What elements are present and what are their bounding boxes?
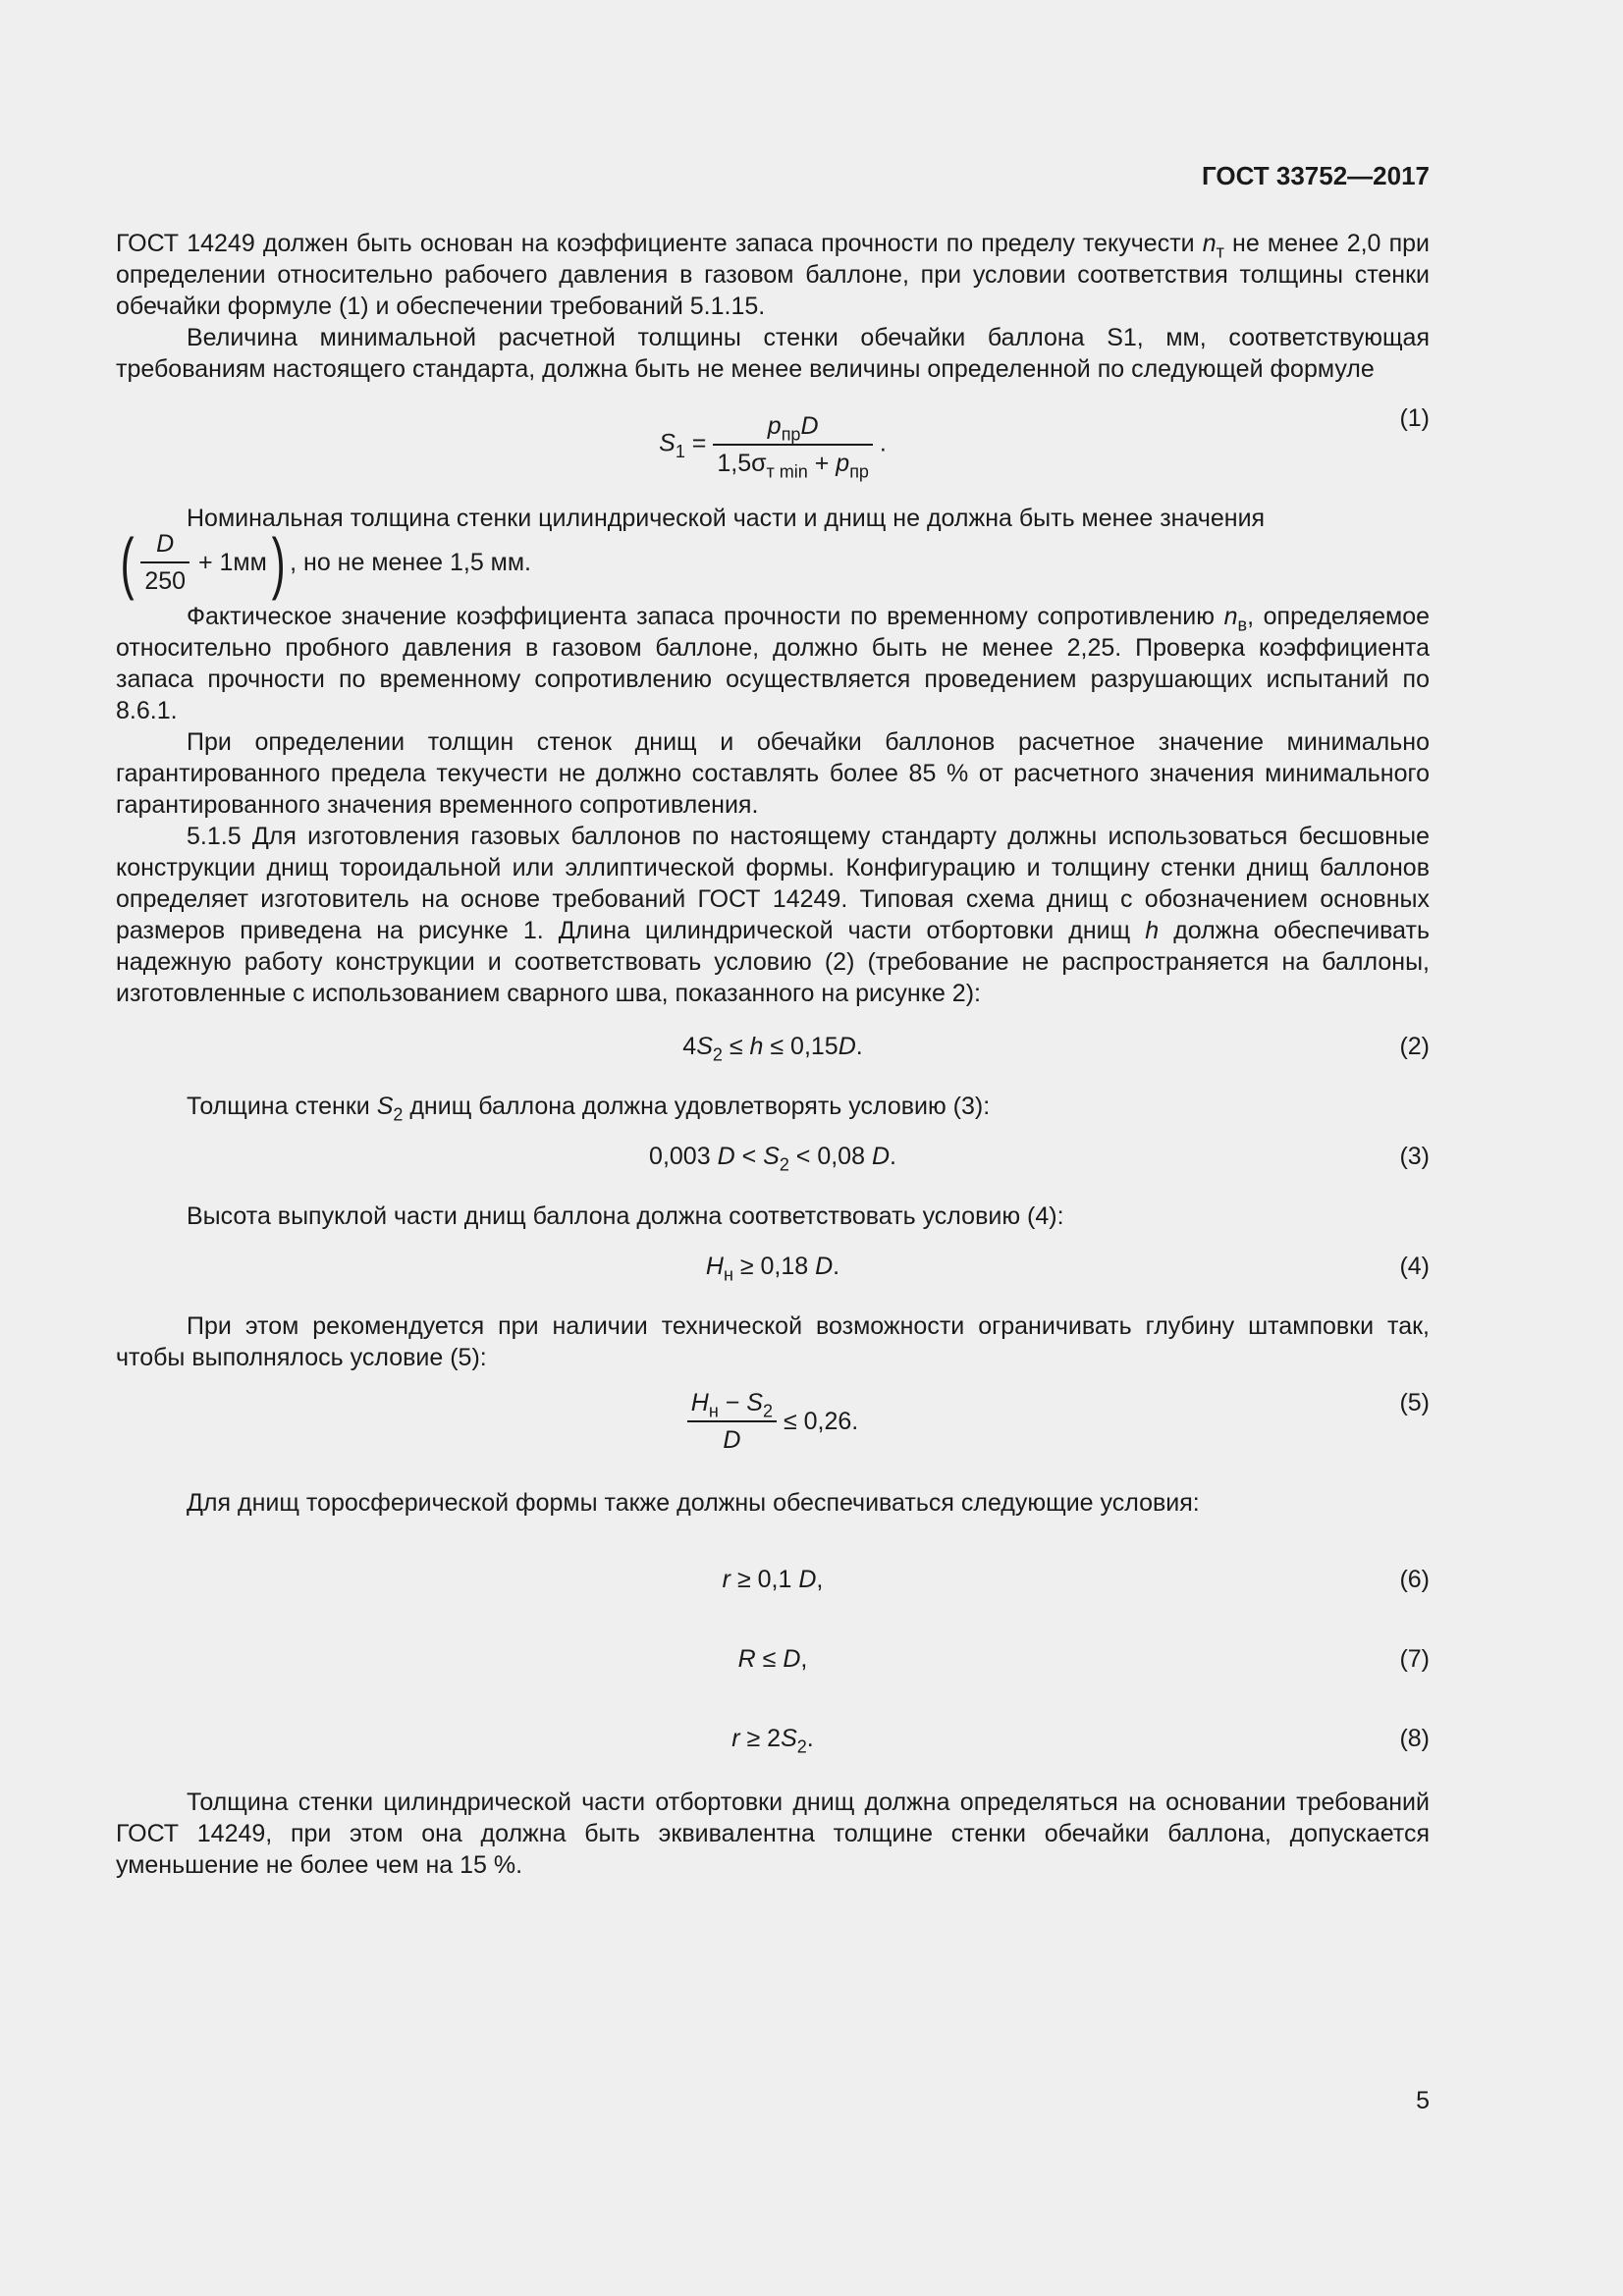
symbol: p <box>767 412 782 440</box>
symbol: S <box>659 429 676 457</box>
subscript: 2 <box>796 1736 807 1757</box>
operator: = <box>684 429 714 457</box>
formula-2-expr <box>682 1033 863 1065</box>
formula-6-expr <box>723 1566 824 1593</box>
formula-7-expr <box>738 1645 808 1673</box>
symbol: S <box>781 1725 797 1752</box>
formula-number: (2) <box>1399 1033 1430 1060</box>
fraction <box>687 1387 777 1456</box>
subscript: 1 <box>675 441 685 461</box>
operator: ≤ <box>722 1033 750 1060</box>
symbol: S <box>746 1389 763 1416</box>
text: ≥ 0,18 <box>732 1253 816 1280</box>
text: + 1мм <box>191 549 267 576</box>
text: днищ баллона должна удовлетворять условию (3): <box>403 1093 991 1120</box>
operator: < <box>734 1143 764 1170</box>
left-paren: ( <box>120 524 135 601</box>
formula-7 <box>116 1643 1430 1675</box>
formula-1-expr <box>659 410 887 482</box>
operator: − <box>718 1389 747 1416</box>
formula-number: (7) <box>1399 1645 1430 1673</box>
text: , <box>816 1566 824 1593</box>
text: . <box>855 1033 863 1060</box>
text: ≥ 0,1 <box>730 1566 799 1593</box>
text: ≥ 2 <box>739 1725 782 1752</box>
symbol: n <box>1202 230 1217 257</box>
text: Фактическое значение коэффициента запаса прочности по временному сопротивлению <box>187 603 1224 630</box>
symbol: D <box>800 412 819 440</box>
symbol: D <box>871 1143 890 1170</box>
paragraph-10: Для днищ торосферической формы также должны обеспечиваться следующие условия: <box>187 1489 1200 1517</box>
subscript: н <box>708 1401 719 1421</box>
formula-number: (4) <box>1399 1253 1430 1280</box>
denominator <box>687 1422 777 1456</box>
paragraph-11: Толщина стенки цилиндрической части отбортовки днищ должна определяться на основании требований ГОСТ 14249, при этом она должна быть эквивалентна толщине стенки обечайки баллона, допускается уменьшение не более чем на 15 %. <box>116 1789 1430 1879</box>
formula-1 <box>116 402 1430 481</box>
formula-3 <box>116 1141 1430 1175</box>
subscript: 2 <box>762 1401 773 1421</box>
text: 5.1.5 Для изготовления газовых баллонов по настоящему стандарту должны использоваться бесшовные конструкции днищ тороидальной или эллиптической формы. Конфигурацию и толщину стенки днищ баллонов определяет изготовитель на основе требований ГОСТ 14249. Типовая схема днищ с обозначением основных размеров приведена на рисунке 1. Длина цилиндрической части отбортовки днищ <box>116 823 1430 944</box>
formula-6 <box>116 1564 1430 1595</box>
subscript: н <box>723 1264 733 1285</box>
paragraph-5: При определении толщин стенок днищ и обечайки баллонов расчетное значение минимально гарантированного предела текучести не должно составлять более 85 % от расчетного значения минимального гарантированного значения временного сопротивления. <box>116 728 1430 819</box>
fraction <box>713 410 873 482</box>
text: ≤ 0,15 <box>763 1033 839 1060</box>
text: . <box>806 1725 814 1752</box>
symbol: n <box>1223 603 1238 630</box>
symbol: D <box>815 1253 834 1280</box>
symbol: r <box>731 1725 740 1752</box>
subscript: 2 <box>779 1154 789 1175</box>
formula-4-expr <box>705 1253 840 1285</box>
symbol: D <box>783 1645 801 1673</box>
symbol: H <box>690 1389 709 1416</box>
subscript: 2 <box>712 1044 723 1065</box>
page-number: 5 <box>1416 2087 1430 2114</box>
text: ГОСТ 14249 должен быть основан на коэффициенте запаса прочности по пределу текучести <box>116 230 1203 257</box>
text: . <box>890 1143 896 1170</box>
subscript: т min <box>766 461 808 482</box>
text: , <box>800 1645 808 1673</box>
paragraph-4 <box>116 601 1430 726</box>
paragraph-6 <box>116 821 1430 1009</box>
text: < 0,08 <box>788 1143 872 1170</box>
symbol: R <box>737 1645 756 1673</box>
denominator: 250 <box>144 567 187 595</box>
symbol: h <box>1145 917 1160 944</box>
formula-8-expr <box>731 1725 814 1757</box>
subscript: т <box>1216 241 1224 262</box>
formula-5 <box>116 1387 1430 1466</box>
numerator <box>713 410 873 446</box>
symbol: r <box>722 1566 730 1593</box>
operator: + <box>807 450 837 477</box>
symbol: H <box>705 1253 724 1280</box>
paragraph-2: Величина минимальной расчетной толщины стенки обечайки баллона S1, мм, соответствующая требованиям настоящего стандарта, должна быть не менее величины определенной по следующей формуле <box>116 324 1430 383</box>
formula-number: (1) <box>1399 404 1430 432</box>
text: . <box>833 1253 840 1280</box>
subscript: в <box>1237 614 1248 635</box>
symbol: S <box>376 1093 394 1120</box>
subscript: пр <box>781 424 801 445</box>
paragraph-8: Высота выпуклой части днищ баллона должна соответствовать условию (4): <box>187 1202 1064 1230</box>
paragraph-7 <box>116 1091 1430 1125</box>
text: 4 <box>682 1033 697 1060</box>
formula-number: (6) <box>1399 1566 1430 1593</box>
formula-number: (3) <box>1399 1143 1430 1170</box>
denominator <box>713 446 873 482</box>
paragraph-1 <box>116 228 1430 322</box>
formula-5-expr <box>687 1387 858 1456</box>
text: ≤ <box>755 1645 784 1673</box>
paragraph-9: При этом рекомендуется при наличии технической возможности ограничивать глубину штамповки так, чтобы выполнялось условие (5): <box>116 1312 1430 1371</box>
text: не менее 2,0 при определении относительно рабочего давления в газовом баллоне, при условии соответствия толщины стенки обечайки формуле (1) и обеспечении требований 5.1.15. <box>116 230 1431 320</box>
symbol: D <box>156 530 175 558</box>
symbol: S <box>763 1143 780 1170</box>
numerator <box>687 1387 777 1422</box>
formula-2 <box>116 1031 1430 1065</box>
symbol: S <box>696 1033 713 1060</box>
text: , определяемое относительно пробного давления в газовом баллоне, должно быть не менее 2,25. Проверка коэффициента запаса прочности по временному сопротивлению осуществляется проведением разрушающих испытаний по 8.6.1. <box>116 603 1431 724</box>
symbol: D <box>717 1143 735 1170</box>
text: 0,003 <box>649 1143 718 1170</box>
fraction <box>140 528 189 597</box>
formula-number: (8) <box>1399 1725 1430 1752</box>
subscript: 2 <box>393 1104 404 1125</box>
symbol: h <box>749 1033 764 1060</box>
text: , но не менее 1,5 мм. <box>290 549 531 576</box>
document-body <box>116 228 1430 1881</box>
text: . <box>872 429 887 457</box>
text: Толщина стенки <box>187 1093 377 1120</box>
text: 1,5σ <box>717 450 767 477</box>
symbol: D <box>838 1033 856 1060</box>
formula-number: (5) <box>1399 1389 1430 1416</box>
symbol: D <box>798 1566 817 1593</box>
symbol: D <box>723 1426 741 1454</box>
formula-8 <box>116 1723 1430 1757</box>
text: ≤ 0,26. <box>777 1408 859 1435</box>
symbol: p <box>836 450 850 477</box>
paragraph-3-cont <box>116 524 1430 601</box>
numerator <box>140 528 189 563</box>
formula-4 <box>116 1251 1430 1285</box>
document-id: ГОСТ 33752—2017 <box>1202 161 1430 190</box>
formula-3-expr <box>649 1143 896 1175</box>
right-paren: ) <box>271 524 286 601</box>
paragraph-3: Номинальная толщина стенки цилиндрической части и днищ не должна быть менее значения <box>187 505 1266 532</box>
subscript: пр <box>849 461 869 482</box>
text: должна обеспечивать надежную работу конструкции и соответствовать условию (2) (требование не распространяется на баллоны, изготовленные с использованием сварного шва, показанного на рисунке 2): <box>116 917 1430 1007</box>
